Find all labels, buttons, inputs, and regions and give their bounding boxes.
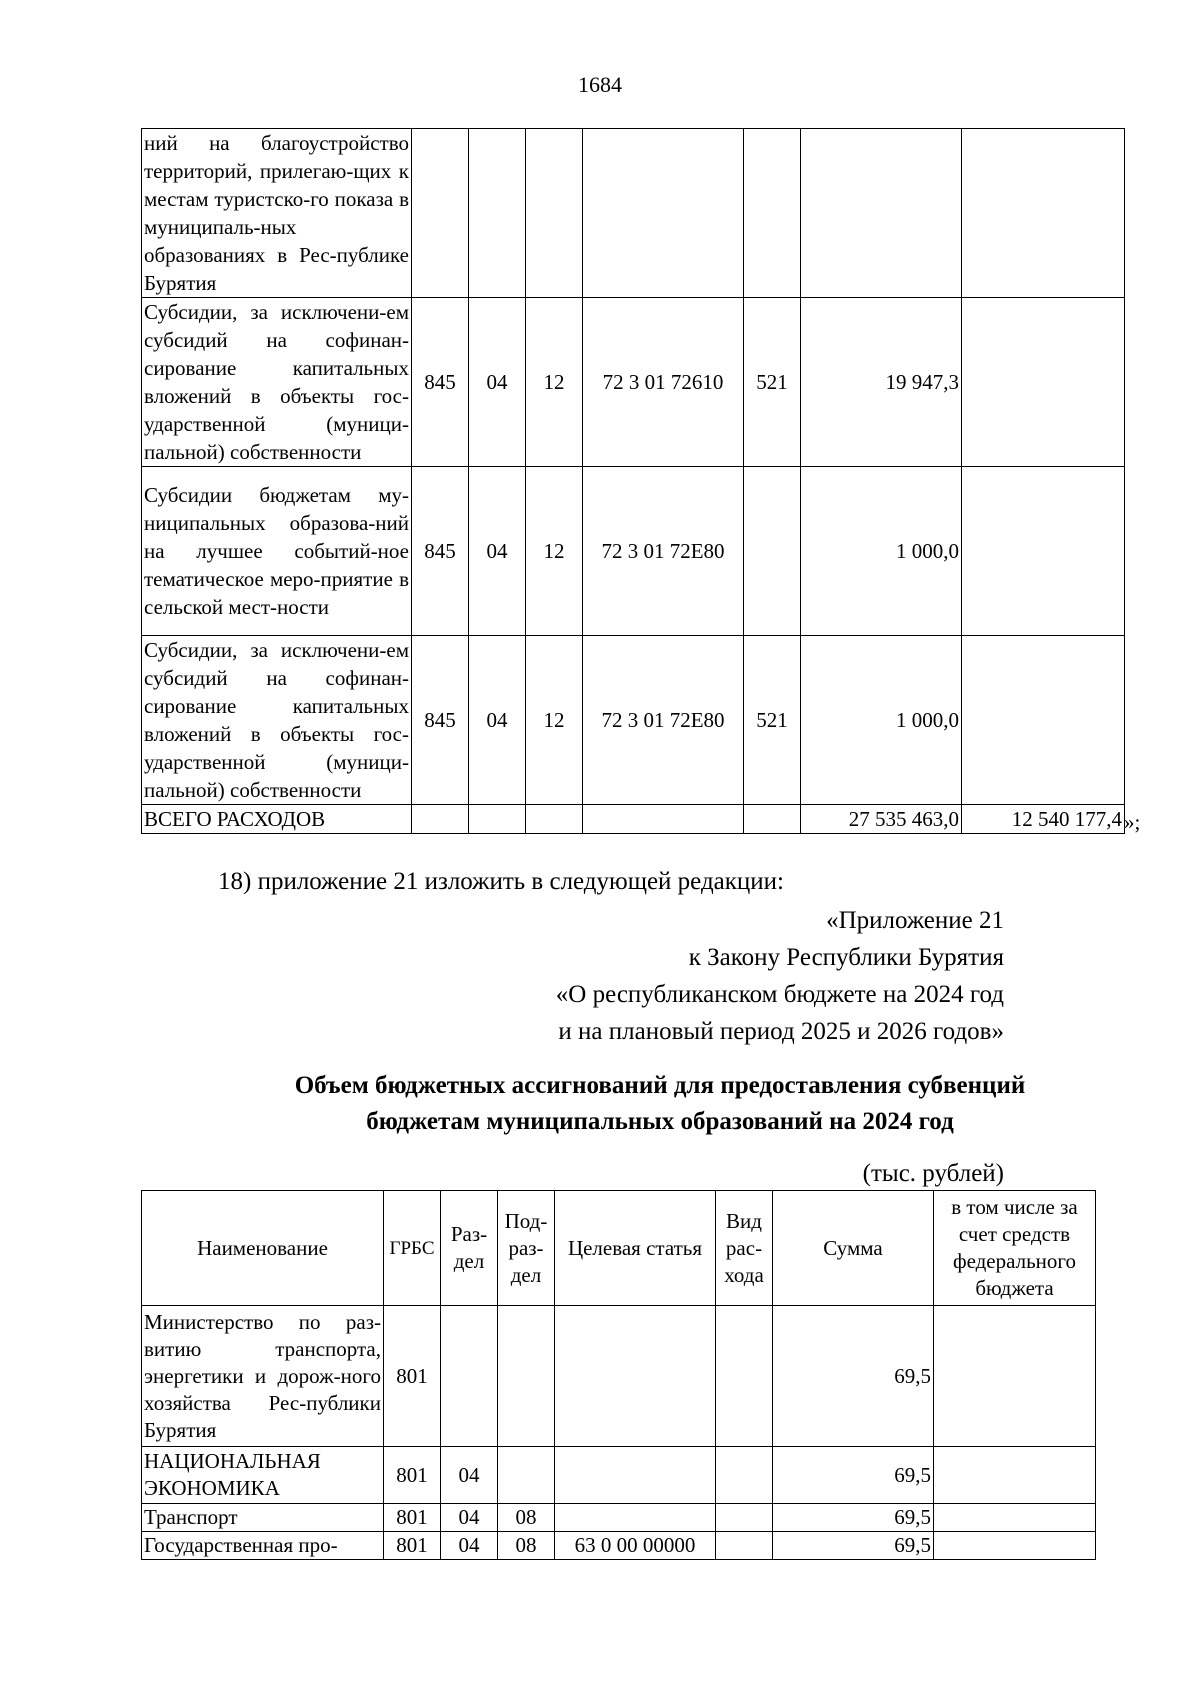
sum-cell: 1 000,0 bbox=[801, 636, 962, 805]
table-row bbox=[142, 1532, 1096, 1560]
razdel-cell: 04 bbox=[441, 1532, 498, 1560]
grbs-cell bbox=[412, 129, 469, 298]
podrazdel-cell bbox=[526, 805, 583, 834]
appendix-header bbox=[556, 902, 1004, 1050]
federal-sum-cell bbox=[934, 1532, 1096, 1560]
sum-cell: 69,5 bbox=[773, 1504, 934, 1532]
grbs-cell: 845 bbox=[412, 467, 469, 636]
podrazdel-cell bbox=[498, 1447, 555, 1504]
table-header-row bbox=[142, 1191, 1096, 1306]
header-expense-type: Вид рас-хода bbox=[716, 1191, 773, 1306]
podrazdel-cell: 08 bbox=[498, 1532, 555, 1560]
appendix-line: и на плановый период 2025 и 2026 годов» bbox=[558, 1018, 1004, 1045]
table-row bbox=[142, 636, 1125, 805]
table-row bbox=[142, 1504, 1096, 1532]
sum-cell: 69,5 bbox=[773, 1532, 934, 1560]
sum-cell: 69,5 bbox=[773, 1447, 934, 1504]
expense-type-cell bbox=[744, 467, 801, 636]
header-federal: в том числе за счет средств федерального бюджета bbox=[934, 1191, 1096, 1306]
razdel-cell bbox=[469, 129, 526, 298]
target-article-cell bbox=[583, 129, 744, 298]
table-row bbox=[142, 1447, 1096, 1504]
amendment-paragraph: 18) приложение 21 изложить в следующей редакции: bbox=[218, 868, 784, 895]
target-article-cell: 72 3 01 72Е80 bbox=[583, 636, 744, 805]
row-name: ний на благоустройство территорий, прилегаю-щих к местам туристско-го показа в муниципаль-ных образованиях в Рес-публике Бурятия bbox=[142, 129, 412, 298]
header-target-article: Целевая статья bbox=[555, 1191, 716, 1306]
table-row bbox=[142, 1306, 1096, 1447]
razdel-cell bbox=[441, 1306, 498, 1447]
header-sum: Сумма bbox=[773, 1191, 934, 1306]
razdel-cell: 04 bbox=[469, 467, 526, 636]
header-grbs: ГРБС bbox=[384, 1191, 441, 1306]
row-name: НАЦИОНАЛЬНАЯ ЭКОНОМИКА bbox=[142, 1447, 384, 1504]
grbs-cell: 801 bbox=[384, 1306, 441, 1447]
expense-type-cell bbox=[716, 1447, 773, 1504]
expense-type-cell bbox=[716, 1306, 773, 1447]
federal-sum-cell bbox=[934, 1504, 1096, 1532]
podrazdel-cell: 12 bbox=[526, 298, 583, 467]
row-name: Субсидии, за исключени-ем субсидий на софинан-сирование капитальных вложений в объекты гос-ударственной (муници-пальной) собственности bbox=[142, 298, 412, 467]
target-article-cell bbox=[555, 1504, 716, 1532]
document-title bbox=[0, 1068, 1200, 1140]
federal-sum-cell bbox=[934, 1447, 1096, 1504]
grbs-cell: 801 bbox=[384, 1504, 441, 1532]
federal-sum-cell bbox=[934, 1306, 1096, 1447]
closing-quote: »; bbox=[1124, 810, 1141, 834]
subventions-table bbox=[141, 1190, 1096, 1560]
expense-type-cell: 521 bbox=[744, 298, 801, 467]
row-name: Министерство по раз-витию транспорта, энергетики и дорож-ного хозяйства Рес-публики Бурятия bbox=[142, 1306, 384, 1447]
podrazdel-cell bbox=[526, 129, 583, 298]
expense-type-cell bbox=[716, 1504, 773, 1532]
podrazdel-cell: 12 bbox=[526, 467, 583, 636]
page-number: 1684 bbox=[578, 72, 622, 97]
expense-type-cell bbox=[744, 805, 801, 834]
federal-sum-cell bbox=[962, 298, 1125, 467]
target-article-cell bbox=[555, 1306, 716, 1447]
total-label: ВСЕГО РАСХОДОВ bbox=[142, 805, 412, 834]
row-name: Субсидии, за исключени-ем субсидий на софинан-сирование капитальных вложений в объекты гос-ударственной (муници-пальной) собственности bbox=[142, 636, 412, 805]
title-line: бюджетам муниципальных образований на 2024 год bbox=[366, 1108, 954, 1135]
grbs-cell: 845 bbox=[412, 298, 469, 467]
total-federal-sum: 12 540 177,4 bbox=[962, 805, 1125, 834]
header-podrazdel: Под-раз-дел bbox=[498, 1191, 555, 1306]
grbs-cell: 801 bbox=[384, 1532, 441, 1560]
podrazdel-cell bbox=[498, 1306, 555, 1447]
sum-cell: 69,5 bbox=[773, 1306, 934, 1447]
row-name: Субсидии бюджетам му-ниципальных образова-ний на лучшее событий-ное тематическое меро-приятие в сельской мест-ности bbox=[142, 467, 412, 636]
razdel-cell bbox=[469, 805, 526, 834]
table-row bbox=[142, 467, 1125, 636]
grbs-cell: 801 bbox=[384, 1447, 441, 1504]
federal-sum-cell bbox=[962, 467, 1125, 636]
expense-type-cell bbox=[744, 129, 801, 298]
target-article-cell bbox=[555, 1447, 716, 1504]
expenditure-table-continued bbox=[141, 128, 1125, 834]
units-label: (тыс. рублей) bbox=[862, 1160, 1004, 1187]
row-name: Транспорт bbox=[142, 1504, 384, 1532]
target-article-cell: 72 3 01 72Е80 bbox=[583, 467, 744, 636]
podrazdel-cell: 08 bbox=[498, 1504, 555, 1532]
sum-cell bbox=[801, 129, 962, 298]
razdel-cell: 04 bbox=[469, 636, 526, 805]
federal-sum-cell bbox=[962, 636, 1125, 805]
header-name: Наименование bbox=[142, 1191, 384, 1306]
appendix-line: «О республиканском бюджете на 2024 год bbox=[555, 981, 1004, 1008]
razdel-cell: 04 bbox=[469, 298, 526, 467]
razdel-cell: 04 bbox=[441, 1504, 498, 1532]
expense-type-cell bbox=[716, 1532, 773, 1560]
header-razdel: Раз-дел bbox=[441, 1191, 498, 1306]
target-article-cell: 72 3 01 72610 bbox=[583, 298, 744, 467]
appendix-line: к Закону Республики Бурятия bbox=[688, 944, 1004, 971]
title-line: Объем бюджетных ассигнований для предоставления субвенций bbox=[294, 1072, 1026, 1099]
federal-sum-cell bbox=[962, 129, 1125, 298]
sum-cell: 19 947,3 bbox=[801, 298, 962, 467]
appendix-line: «Приложение 21 bbox=[826, 907, 1004, 934]
podrazdel-cell: 12 bbox=[526, 636, 583, 805]
expense-type-cell: 521 bbox=[744, 636, 801, 805]
table-row bbox=[142, 298, 1125, 467]
total-sum: 27 535 463,0 bbox=[801, 805, 962, 834]
grbs-cell: 845 bbox=[412, 636, 469, 805]
target-article-cell: 63 0 00 00000 bbox=[555, 1532, 716, 1560]
row-name: Государственная про- bbox=[142, 1532, 384, 1560]
table-row bbox=[142, 129, 1125, 298]
target-article-cell bbox=[583, 805, 744, 834]
total-row bbox=[142, 805, 1125, 834]
sum-cell: 1 000,0 bbox=[801, 467, 962, 636]
razdel-cell: 04 bbox=[441, 1447, 498, 1504]
grbs-cell bbox=[412, 805, 469, 834]
